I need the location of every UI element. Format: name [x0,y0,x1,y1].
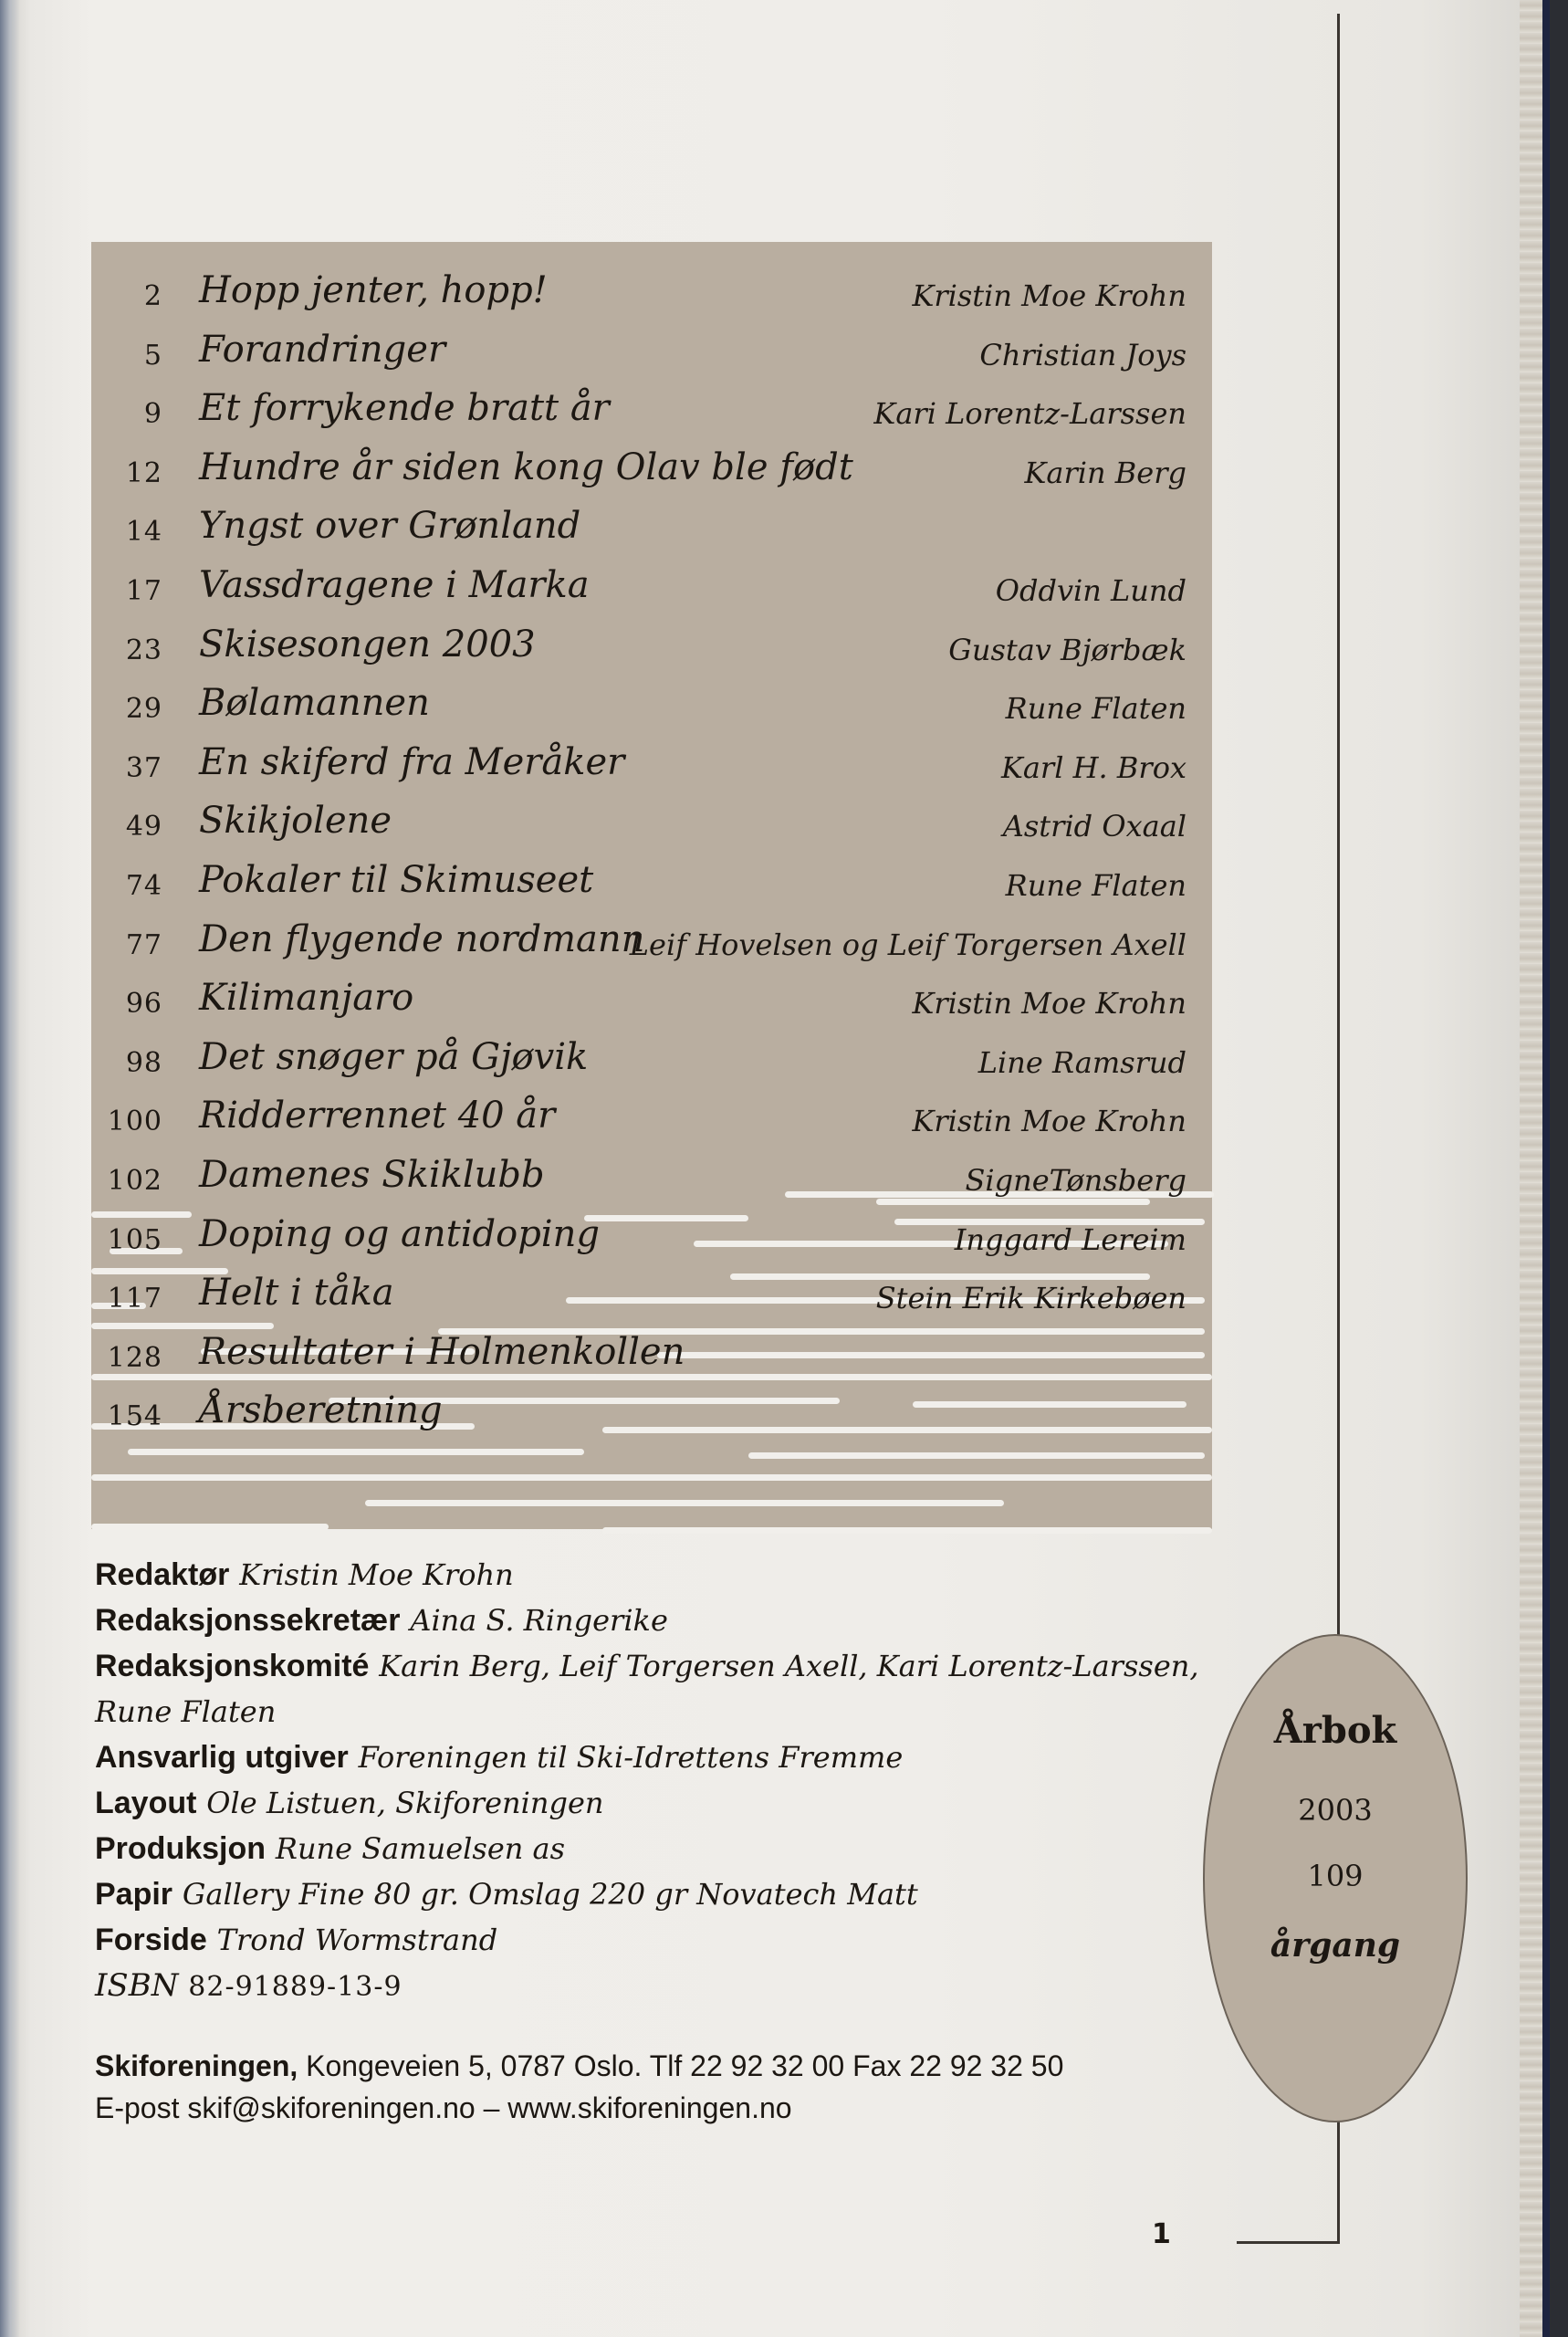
toc-title: Resultater i Holmenkollen [199,1330,685,1373]
toc-title: Hopp jenter, hopp! [199,269,548,311]
credit-value: Karin Berg, Leif Torgersen Axell, Kari Lorentz-Larssen, [379,1649,1199,1683]
credit-value: Rune Flaten [95,1694,277,1729]
credit-label: Forside [95,1923,207,1957]
credit-value: Foreningen til Ski-Idrettens Fremme [358,1740,904,1775]
toc-author: Christian Joys [979,337,1186,372]
oval-year: 2003 [1298,1793,1373,1828]
credit-label: Produksjon [95,1831,267,1866]
credit-label: Redaktør [95,1557,230,1592]
credit-cover [95,1917,1172,1963]
toc-author: Inggard Lereim [954,1221,1186,1257]
toc-row [91,439,1212,496]
credits-block [95,1552,1199,2008]
toc-author: Gustav Bjørbæk [948,632,1186,667]
spine-shadow [0,0,20,2337]
toc-page-number: 2 [143,280,162,312]
toc-row [91,262,1212,319]
credit-publisher [95,1734,1172,1780]
toc-title: Forandringer [199,328,446,371]
credit-value: Aina S. Ringerike [410,1603,668,1638]
contact-address-line [95,2045,1190,2087]
toc-row [91,675,1212,731]
water-stroke [128,1449,584,1455]
toc-row [91,1324,1212,1380]
toc-author: Stein Erik Kirkebøen [875,1281,1186,1316]
toc-row [91,498,1212,554]
toc-row [91,969,1212,1026]
toc-page-number: 17 [125,575,162,607]
toc-page-number: 74 [125,870,162,902]
water-stroke [91,1474,1212,1481]
toc-title: Kilimanjaro [199,977,414,1020]
credit-secretary [95,1598,1172,1643]
toc-author: Rune Flaten [1005,868,1186,903]
credit-value: Gallery Fine 80 gr. Omslag 220 gr Novatech Matt [182,1877,918,1912]
toc-row [91,1087,1212,1144]
toc-row [91,1029,1212,1085]
contact-email-line: E-post skif@skiforeningen.no – www.skiforeningen.no [95,2091,792,2124]
credit-editor [95,1552,1172,1598]
toc-author: Oddvin Lund [995,573,1186,608]
toc-author: Karin Berg [1024,455,1186,490]
toc-page-number: 9 [143,398,162,431]
toc-author: SigneTønsberg [965,1163,1186,1198]
toc-row [91,911,1212,968]
toc-page-number: 117 [107,1283,162,1315]
toc-row [91,380,1212,436]
toc-title: Bølamannen [199,682,430,725]
toc-row [91,792,1212,849]
toc-title: Et forrykende bratt år [199,387,610,430]
toc-row [91,1147,1212,1203]
toc-title: Skikjolene [199,800,392,843]
water-stroke [91,1524,329,1530]
credit-label: Ansvarlig utgiver [95,1740,349,1775]
toc-title: Årsberetning [199,1389,443,1432]
page-number-rule [1237,2241,1340,2244]
toc-page-number: 100 [107,1106,162,1138]
toc-row [91,557,1212,613]
contact-org: Skiforeningen, [95,2049,298,2082]
contact-block [95,2045,1190,2129]
contact-address: Kongeveien 5, 0787 Oslo. Tlf 22 92 32 00 Fax 22 92 32 50 [306,2049,1064,2082]
toc-title: Helt i tåka [199,1272,394,1315]
toc-row [91,321,1212,378]
credit-isbn [95,1963,1172,2008]
credit-paper [95,1871,1172,1917]
oval-label: årgang [1270,1926,1401,1965]
credit-label: Papir [95,1877,173,1912]
toc-author: Kari Lorentz-Larssen [873,396,1186,432]
oval-title: Årbok [1273,1709,1397,1752]
toc-row [91,1264,1212,1321]
toc-author: Kristin Moe Krohn [912,278,1186,313]
toc-page-number: 102 [107,1165,162,1197]
toc-author: Kristin Moe Krohn [912,986,1186,1022]
toc-author: Astrid Oxaal [1002,809,1186,844]
toc-title: Yngst over Grønland [199,505,581,548]
toc-title: Den flygende nordmann [199,917,645,960]
credit-committee [95,1643,1199,1689]
page-edge [1520,0,1542,2337]
toc-title: Vassdragene i Marka [199,564,590,606]
toc-page-number: 98 [125,1046,162,1079]
toc-page-number: 128 [107,1341,162,1374]
toc-title: Damenes Skiklubb [199,1154,545,1196]
contents-panel [91,242,1212,1529]
toc-page-number: 96 [125,988,162,1021]
credit-label: Layout [95,1786,197,1820]
isbn-label: ISBN [95,1967,179,2004]
toc-title: Skisesongen 2003 [199,623,536,665]
credit-production [95,1826,1172,1871]
toc-title: Pokaler til Skimuseet [199,859,594,901]
credit-value: Kristin Moe Krohn [239,1557,514,1592]
page-number: 1 [1152,2218,1171,2250]
water-stroke [602,1527,1212,1534]
water-stroke [365,1500,1004,1506]
toc-page-number: 29 [125,693,162,726]
toc-author: Line Ramsrud [977,1044,1186,1080]
toc-title: Ridderrennet 40 år [199,1095,556,1137]
toc-page-number: 105 [107,1223,162,1256]
toc-title: En skiferd fra Meråker [199,740,625,783]
toc-title: Det snøger på Gjøvik [199,1035,589,1078]
credit-layout [95,1780,1172,1826]
credit-value: Ole Listuen, Skiforeningen [206,1786,604,1820]
toc-page-number: 49 [125,811,162,844]
toc-author: Leif Hovelsen og Leif Torgersen Axell [629,927,1186,962]
toc-page-number: 23 [125,634,162,666]
toc-page-number: 77 [125,928,162,961]
isbn-value: 82-91889-13-9 [188,1971,402,2003]
credit-committee-continued [95,1689,1172,1734]
yearbook-oval [1203,1634,1468,2122]
toc-page-number: 14 [125,516,162,549]
toc-row [91,1382,1212,1439]
toc-row [91,852,1212,908]
toc-page-number: 12 [125,456,162,489]
oval-volume: 109 [1307,1859,1364,1893]
toc-page-number: 5 [143,339,162,372]
toc-row [91,1206,1212,1263]
toc-author: Kristin Moe Krohn [912,1104,1186,1139]
toc-author: Karl H. Brox [1000,749,1186,785]
toc-title: Hundre år siden kong Olav ble født [199,445,853,488]
toc-author: Rune Flaten [1005,691,1186,727]
credit-value: Trond Wormstrand [216,1923,498,1957]
toc-title: Doping og antidoping [199,1212,600,1255]
credit-label: Redaksjonssekretær [95,1603,401,1638]
toc-row [91,616,1212,673]
credit-label: Redaksjonskomité [95,1649,370,1683]
credit-value: Rune Samuelsen as [275,1831,566,1866]
toc-page-number: 37 [125,751,162,784]
toc-row [91,734,1212,791]
toc-page-number: 154 [107,1400,162,1433]
water-stroke [748,1452,1205,1459]
